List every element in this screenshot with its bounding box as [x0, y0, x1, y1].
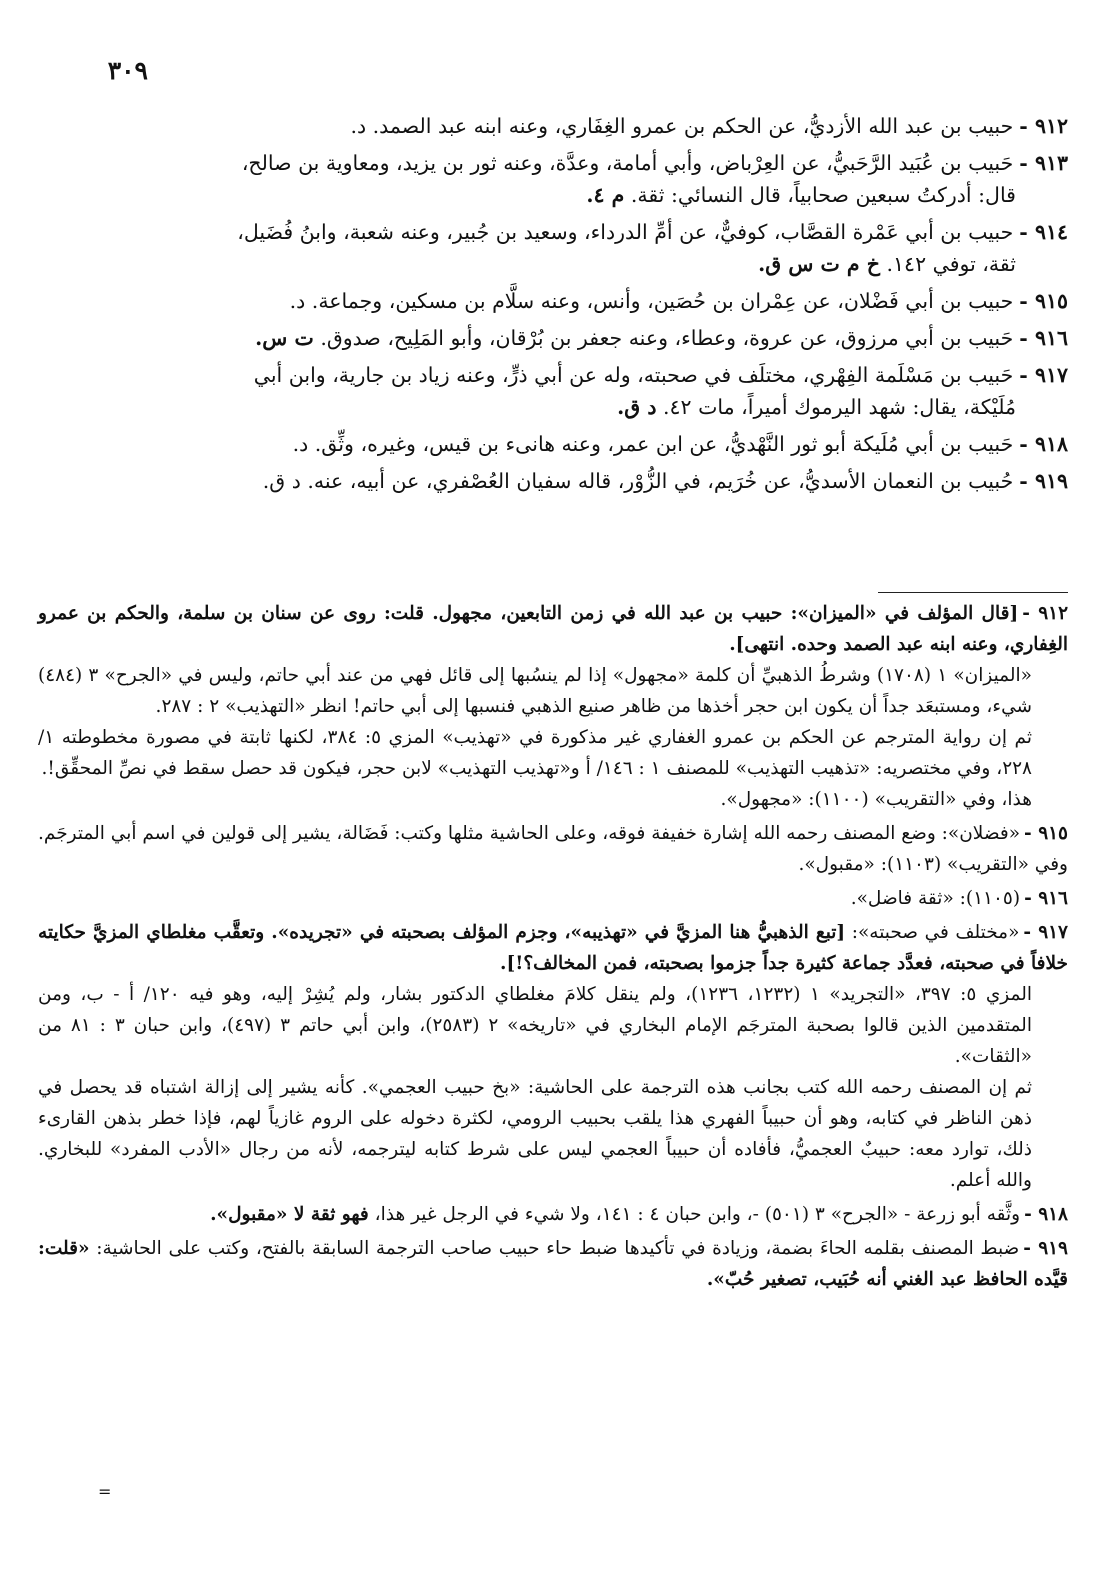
note-paragraph: المزي ٥: ٣٩٧، «التجريد» ١ (١٢٣٢، ١٢٣٦)، ولم ينقل كلامَ مغلطاي الدكتور بشار، ولم يُشِرْ إليه، وهو فيه ١٢٠/ أ - ب، ومن المتقدمين الذين قالوا بصحبة المترجَم الإمام البخاري في «تاريخه» ٢ (٢٥٨٣)، وابن أبي حاتم ٣ (٤٩٧)، وابن حبان ٣ : ٨١ من «الثقات».	[38, 984, 1032, 1067]
note-lead: «مختلف في صحبته»:	[851, 922, 1020, 943]
footnote-divider	[878, 592, 1068, 593]
entry-continuation	[46, 179, 1068, 211]
note-number: ٩١٥ -	[1024, 823, 1068, 844]
note-915	[38, 818, 1068, 880]
note-918	[38, 1199, 1068, 1230]
entry-number: ٩١٢ -	[1019, 114, 1068, 138]
main-entries	[46, 110, 1068, 502]
note-text: «فضلان»: وضع المصنف رحمه الله إشارة خفيفة فوقه، وعلى الحاشية مثلها وكتب: فَضَالة، يشير إلى قولين في اسم أبي المترجَم. وفي «التقريب» (١١٠٣): «مقبول».	[38, 823, 1068, 875]
entry-number: ٩١٥ -	[1019, 289, 1068, 313]
note-919	[38, 1233, 1068, 1295]
note-number: ٩١٧ -	[1023, 922, 1068, 943]
note-paragraph: ثم إن رواية المترجم عن الحكم بن عمرو الغفاري غير مذكورة في «تهذيب» المزي ٥: ٣٨٤، لكنها ثابتة في مصورة مخطوطته ١/ ٢٢٨، وفي مختصريه: «تذهيب التهذيب» للمصنف ١ : ١٤٦/ أ و«تهذيب التهذيب» لابن حجر، فيكون قد حصل سقط في نصِّ المحقِّق!.	[38, 727, 1033, 779]
footnotes	[38, 598, 1068, 1298]
entry-text: حَبيب بن أبي مُلَيكة أبو ثور النَّهْديُّ، عن ابن عمر، وعنه هانىء بن قيس، وغيره، وثِّق. د.	[292, 432, 1014, 456]
entry-916	[46, 322, 1068, 354]
entry-cont-text: ثقة، توفي ١٤٢.	[886, 252, 1016, 276]
entry-text: حَبيب بن عُبَيد الرَّحَبيُّ، عن العِرْباض، وأبي أمامة، وعدَّة، وعنه ثور بن يزيد، ومعاوية بن صالح،	[241, 151, 1014, 175]
entry-text: حبيب بن أبي عَمْرة القصَّاب، كوفيٌّ، عن أمِّ الدرداء، وسعيد بن جُبير، وعنه شعبة، وابنُ فُضَيل،	[237, 220, 1014, 244]
note-number: ٩١٢ -	[1022, 603, 1069, 624]
entry-codes: م ٤.	[586, 183, 625, 207]
entry-codes: ت س.	[255, 326, 314, 350]
note-paragraph: هذا، وفي «التقريب» (١١٠٠): «مجهول».	[720, 789, 1032, 810]
note-917	[38, 917, 1068, 1196]
note-bold-tail: «قلت: قيَّده الحافظ عبد الغني أنه حُبَيب، تصغير حُبّ».	[38, 1238, 1068, 1290]
note-number: ٩١٩ -	[1023, 1238, 1068, 1259]
note-lead: وثَّقه أبو زرعة - «الجرح» ٣ (٥٠١) -، وابن حبان ٤ : ١٤١، ولا شيء في الرجل غير هذا،	[374, 1204, 1021, 1225]
entry-text: حَبيب بن مَسْلَمة الفِهْري، مختلَف في صحبته، وله عن أبي ذرٍّ، وعنه زياد بن جارية، وابن أبي	[253, 363, 1014, 387]
entry-codes: خ م ت س ق.	[758, 252, 880, 276]
entry-number: ٩١٨ -	[1019, 432, 1068, 456]
entry-text: حبيب بن عبد الله الأزديُّ، عن الحكم بن عمرو الغِفَاري، وعنه ابنه عبد الصمد. د.	[350, 114, 1014, 138]
note-bold-lead: [قال المؤلف في «الميزان»: حبيب بن عبد الله في زمن التابعين، مجهول. قلت: روى عن سنان بن سلمة، والحكم بن عمرو الغِفاري، وعنه ابنه عبد الصمد وحده. انتهى].	[38, 603, 1068, 655]
entry-codes: د ق.	[617, 395, 657, 419]
note-paragraph: «الميزان» ١ (١٧٠٨) وشرطُ الذهبيِّ أن كلمة «مجهول» إذا لم ينسُبها إلى قائل فهي من عند أبي حاتم، وليس في «الجرح» ٣ (٤٨٤) شيء، ومستبعَد جداً أن يكون ابن حجر أخذها من ظاهر صنيع الذهبي فنسبها إلى أبي حاتم! انظر «التهذيب» ٢ : ٢٨٧.	[38, 665, 1032, 717]
entry-number: ٩١٦ -	[1019, 326, 1068, 350]
entry-912	[46, 110, 1068, 142]
note-bold-lead: [تبع الذهبيُّ هنا المزيَّ في «تهذيبه»، وجزم المؤلف بصحبته في «تجريده». وتعقَّب مغلطاي المزيَّ حكايته خلافاً في صحبته، فعدَّد جماعة كثيرة جداً جزموا بصحبته، فمن المخالف؟!].	[38, 922, 1068, 974]
entry-number: ٩١٤ -	[1019, 220, 1068, 244]
entry-915	[46, 285, 1068, 317]
continuation-mark: =	[98, 1482, 112, 1501]
note-paragraph: ثم إن المصنف رحمه الله كتب بجانب هذه الترجمة على الحاشية: «بخ حبيب العجمي». كأنه يشير إلى إزالة اشتباه قد يحصل في ذهن الناظر في كتابه، وهو أن حبيباً الفهري هذا يلقب بحبيب الرومي، لكثرة دخوله على الروم غازياً لهم، فإذا خطر بذهن القارىء ذلك، توارد معه: حبيبٌ العجميُّ، فأفاده أن حبيباً العجمي ليس على شرط كتابه ليترجمه، لأنه من رجال «الأدب المفرد» للبخاري. والله أعلم.	[38, 1077, 1032, 1191]
entry-914	[46, 216, 1068, 280]
entry-continuation	[46, 391, 1068, 423]
entry-cont-text: قال: أدركتُ سبعين صحابياً، قال النسائي: ثقة.	[630, 183, 1016, 207]
entry-continuation	[46, 248, 1068, 280]
note-text: (١١٠٥): «ثقة فاضل».	[850, 888, 1021, 909]
entry-cont-text: مُلَيْكة، يقال: شهد اليرموك أميراً، مات ٤٢.	[663, 395, 1016, 419]
entry-917	[46, 359, 1068, 423]
note-912	[38, 598, 1068, 815]
page-number: ٣٠٩	[107, 56, 148, 85]
entry-text: حبيب بن أبي فَضْلان، عن عِمْران بن حُصَين، وأنس، وعنه سلَّام بن مسكين، وجماعة. د.	[289, 289, 1014, 313]
entry-919	[46, 465, 1068, 497]
note-number: ٩١٦ -	[1024, 888, 1068, 909]
note-916	[38, 883, 1068, 914]
entry-918	[46, 428, 1068, 460]
entry-913	[46, 147, 1068, 211]
note-number: ٩١٨ -	[1024, 1204, 1068, 1225]
note-bold-tail: فهو ثقة لا «مقبول».	[210, 1204, 369, 1225]
entry-number: ٩١٩ -	[1019, 469, 1068, 493]
entry-number: ٩١٧ -	[1019, 363, 1068, 387]
note-text: ضبط المصنف بقلمه الحاءَ بضمة، وزيادة في تأكيدها ضبط حاء حبيب صاحب الترجمة السابقة بالفتح، وكتب على الحاشية:	[96, 1238, 1020, 1259]
entry-text: حَبيب بن أبي مرزوق، عن عروة، وعطاء، وعنه جعفر بن بُرْقان، وأبو المَلِيح، صدوق.	[320, 326, 1014, 350]
entry-number: ٩١٣ -	[1019, 151, 1068, 175]
entry-text: حُبيب بن النعمان الأسديُّ، عن خُرَيم، في الزُّوْر، قاله سفيان العُصْفري، عن أبيه، عنه. د ق.	[262, 469, 1014, 493]
